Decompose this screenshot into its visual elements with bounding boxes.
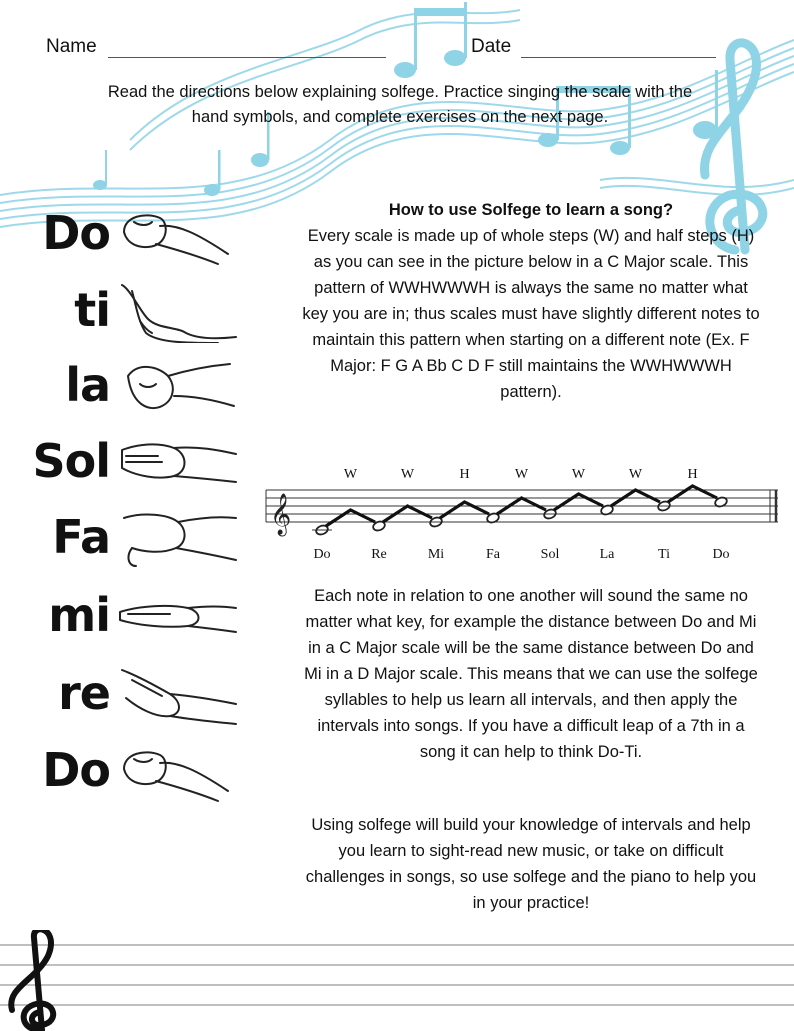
solfege-syllable-2: ti <box>74 283 110 337</box>
note-name: Sol <box>540 547 560 562</box>
note-name: Do <box>313 547 331 562</box>
step-label: W <box>400 467 415 482</box>
flat-hand-icon <box>118 432 238 494</box>
solfege-syllable-7: re <box>58 666 110 720</box>
section-body <box>300 197 762 405</box>
solfege-syllable-1: Do <box>42 206 110 260</box>
paragraph-1: Every scale is made up of whole steps (W) and half steps (H) as you can see in the picture below in a C Major scale. This pattern of WWHWWWH is always the same no matter what key you are in; thus scales must have slightly different notes to maintain this pattern when starting on a different note (Ex. F Major: F G A Bb C D F still maintains the WWHWWWH pattern). <box>302 227 760 401</box>
solfege-syllable-3: la <box>65 358 110 412</box>
fist-hand-icon <box>118 204 238 266</box>
note-name: La <box>599 547 615 562</box>
note-name: Mi <box>427 547 445 562</box>
bottom-staff-decoration <box>0 930 794 1031</box>
paragraph-2: Each note in relation to one another will sound the same no matter what key, for example the distance between Do and Mi in a C Major scale will be the same distance between Do and Mi in a D Major scale. This means that we can use the solfege syllables to help us learn all intervals, and then apply the intervals into songs. If you have a difficult leap of a 7th in a song it can help to think Do-Ti. <box>304 587 758 761</box>
step-bracket <box>554 494 603 510</box>
name-field[interactable] <box>108 57 386 58</box>
intro-text: Read the directions below explaining solfege. Practice singing the scale with the hand symbols, and complete exercises on the next page. <box>107 83 693 126</box>
date-field[interactable] <box>521 57 716 58</box>
step-label: W <box>571 467 586 482</box>
step-label: H <box>459 467 470 482</box>
solfege-syllable-8: Do <box>42 743 110 797</box>
step-bracket <box>668 486 717 502</box>
note-name: Fa <box>486 547 500 562</box>
step-label: W <box>514 467 529 482</box>
pointing-up-hand-icon <box>118 281 238 343</box>
solfege-syllable-5: Fa <box>52 510 110 564</box>
drooping-hand-icon <box>118 356 238 418</box>
flat-palm-down-hand-icon <box>118 586 238 648</box>
thumb-down-hand-icon <box>118 508 238 570</box>
paragraph-3: Using solfege will build your knowledge of intervals and help you learn to sight-read new music, or take on difficult challenges in songs, so use solfege and the piano to help you in your practice! <box>305 816 757 912</box>
date-label: Date <box>471 36 512 57</box>
section-title: How to use Solfege to learn a song? <box>388 201 674 219</box>
angled-up-hand-icon <box>118 664 238 726</box>
note-name: Do <box>712 547 730 562</box>
c-major-scale-figure <box>258 450 786 580</box>
fist-hand-icon <box>118 741 238 803</box>
step-bracket <box>326 510 375 526</box>
name-label: Name <box>46 36 97 57</box>
step-label: H <box>687 467 698 482</box>
step-label: W <box>343 467 358 482</box>
solfege-syllable-4: Sol <box>32 434 110 488</box>
treble-clef-icon: 𝄞 <box>270 494 292 535</box>
step-label: W <box>628 467 643 482</box>
step-bracket <box>440 502 489 518</box>
solfege-syllable-6: mi <box>48 588 110 642</box>
note-name: Ti <box>658 547 670 562</box>
note-name: Re <box>371 547 387 562</box>
